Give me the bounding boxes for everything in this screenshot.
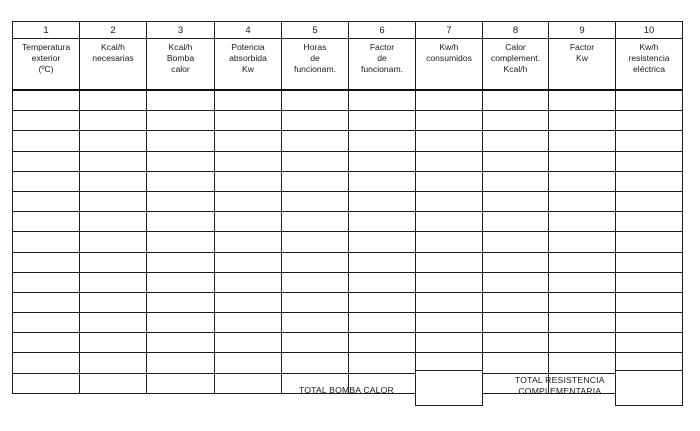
- column-header-3: [147, 39, 215, 91]
- column-header-row: [13, 39, 683, 91]
- table-cell[interactable]: [80, 313, 147, 333]
- total-bomba-calor-label: TOTAL BOMBA CALOR: [299, 385, 394, 395]
- table-cell[interactable]: [282, 151, 349, 171]
- table-cell[interactable]: [616, 313, 683, 333]
- table-cell[interactable]: [483, 232, 549, 252]
- table-cell[interactable]: [282, 353, 349, 373]
- table-cell[interactable]: [215, 292, 282, 312]
- table-cell[interactable]: [13, 252, 80, 272]
- table-cell[interactable]: [215, 151, 282, 171]
- table-cell[interactable]: [349, 232, 416, 252]
- table-cell[interactable]: [147, 333, 215, 353]
- table-cell[interactable]: [616, 272, 683, 292]
- table-cell[interactable]: [80, 353, 147, 373]
- table-cell[interactable]: [282, 212, 349, 232]
- table-cell[interactable]: [147, 272, 215, 292]
- table-cell[interactable]: [215, 313, 282, 333]
- table-cell[interactable]: [13, 151, 80, 171]
- column-header-6-line-2: de: [377, 53, 387, 63]
- table-cell[interactable]: [80, 272, 147, 292]
- table-cell[interactable]: [349, 171, 416, 191]
- table-cell[interactable]: [616, 212, 683, 232]
- table-cell[interactable]: [13, 171, 80, 191]
- table-row: [13, 191, 683, 211]
- column-header-6-line-1: Factor: [369, 42, 395, 52]
- column-number-4: 4: [215, 22, 282, 39]
- table-cell[interactable]: [349, 191, 416, 211]
- column-header-8: [483, 39, 549, 91]
- column-number-9: 9: [549, 22, 616, 39]
- table-cell[interactable]: [80, 212, 147, 232]
- table-cell[interactable]: [215, 111, 282, 131]
- table-cell[interactable]: [549, 151, 616, 171]
- table-cell[interactable]: [549, 272, 616, 292]
- table-cell[interactable]: [549, 232, 616, 252]
- table-cell[interactable]: [416, 111, 483, 131]
- table-row: [13, 90, 683, 111]
- table-cell[interactable]: [549, 111, 616, 131]
- table-cell[interactable]: [282, 171, 349, 191]
- table-cell[interactable]: [215, 90, 282, 111]
- table-row: [13, 252, 683, 272]
- table-cell[interactable]: [349, 151, 416, 171]
- table-cell[interactable]: [349, 90, 416, 111]
- table-cell[interactable]: [349, 111, 416, 131]
- total-resistencia-box[interactable]: [615, 370, 683, 406]
- table-row: [13, 272, 683, 292]
- table-cell[interactable]: [282, 90, 349, 111]
- column-header-1: [13, 39, 80, 91]
- table-cell[interactable]: [483, 151, 549, 171]
- column-number-10: 10: [616, 22, 683, 39]
- column-number-3: 3: [147, 22, 215, 39]
- table-cell[interactable]: [416, 313, 483, 333]
- column-header-6: [349, 39, 416, 91]
- table-cell[interactable]: [13, 333, 80, 353]
- table-cell[interactable]: [349, 292, 416, 312]
- table-cell[interactable]: [616, 252, 683, 272]
- table-cell[interactable]: [549, 191, 616, 211]
- table-cell[interactable]: [147, 191, 215, 211]
- table-cell[interactable]: [483, 131, 549, 151]
- column-header-8-line-1: Calor: [505, 42, 526, 52]
- table-cell[interactable]: [282, 111, 349, 131]
- table-row: [13, 151, 683, 171]
- column-number-5: 5: [282, 22, 349, 39]
- table-cell[interactable]: [616, 333, 683, 353]
- table-cell[interactable]: [80, 111, 147, 131]
- table-cell[interactable]: [549, 353, 616, 373]
- table-row: [13, 111, 683, 131]
- table-cell[interactable]: [282, 232, 349, 252]
- column-number-8: 8: [483, 22, 549, 39]
- table-cell[interactable]: [147, 111, 215, 131]
- table-cell[interactable]: [80, 232, 147, 252]
- table-cell[interactable]: [549, 131, 616, 151]
- table-cell[interactable]: [349, 333, 416, 353]
- table-row: [13, 232, 683, 252]
- table-cell[interactable]: [416, 272, 483, 292]
- table-cell[interactable]: [147, 212, 215, 232]
- column-header-3-line-1: Kcal/h: [168, 42, 193, 52]
- table-cell[interactable]: [282, 131, 349, 151]
- table-cell[interactable]: [147, 151, 215, 171]
- column-header-5: [282, 39, 349, 91]
- table-cell[interactable]: [147, 353, 215, 373]
- table-cell[interactable]: [416, 292, 483, 312]
- column-header-7-line-2: consumidos: [426, 53, 472, 63]
- column-header-9-line-2: Kw: [576, 53, 588, 63]
- table-cell[interactable]: [349, 272, 416, 292]
- column-header-4-line-2: absorbida: [229, 53, 267, 63]
- table-cell[interactable]: [416, 252, 483, 272]
- table-cell[interactable]: [215, 252, 282, 272]
- table-cell[interactable]: [215, 272, 282, 292]
- table-cell[interactable]: [416, 232, 483, 252]
- table-cell[interactable]: [282, 252, 349, 272]
- table-cell[interactable]: [13, 292, 80, 312]
- table-cell[interactable]: [13, 191, 80, 211]
- table-row: [13, 131, 683, 151]
- table-cell[interactable]: [147, 292, 215, 312]
- table-row: [13, 212, 683, 232]
- table-cell[interactable]: [13, 313, 80, 333]
- column-header-2-line-1: Kcal/h: [101, 42, 125, 52]
- table-cell[interactable]: [13, 212, 80, 232]
- table-cell[interactable]: [215, 131, 282, 151]
- column-header-3-line-3: calor: [171, 64, 190, 74]
- table-cell[interactable]: [616, 151, 683, 171]
- table-cell[interactable]: [282, 333, 349, 353]
- table-cell[interactable]: [549, 313, 616, 333]
- table-cell[interactable]: [549, 212, 616, 232]
- column-header-1-line-2: exterior: [31, 53, 61, 63]
- column-header-5-line-3: funcionam.: [293, 64, 337, 74]
- table-cell[interactable]: [616, 131, 683, 151]
- table-cell[interactable]: [13, 353, 80, 373]
- column-header-9: [549, 39, 616, 91]
- table-cell[interactable]: [616, 232, 683, 252]
- column-header-10: [616, 39, 683, 91]
- table-cell[interactable]: [616, 191, 683, 211]
- column-header-2: [80, 39, 147, 91]
- table-cell[interactable]: [80, 191, 147, 211]
- column-header-5-line-1: Horas: [303, 42, 327, 52]
- column-number-2: 2: [80, 22, 147, 39]
- column-header-1-line-3: (ºC): [38, 64, 54, 74]
- column-number-7: 7: [416, 22, 483, 39]
- table-cell[interactable]: [13, 272, 80, 292]
- column-header-7: [416, 39, 483, 91]
- table-cell[interactable]: [282, 292, 349, 312]
- table-row: [13, 292, 683, 312]
- table-cell[interactable]: [80, 333, 147, 353]
- table-cell[interactable]: [13, 111, 80, 131]
- column-header-7-line-1: Kw/h: [439, 42, 459, 52]
- table-cell[interactable]: [215, 232, 282, 252]
- total-resistencia-label-line-2: COMPLEMENTARIA: [518, 386, 602, 396]
- table-cell[interactable]: [416, 333, 483, 353]
- table-cell[interactable]: [349, 252, 416, 272]
- table-cell[interactable]: [483, 111, 549, 131]
- table-cell[interactable]: [416, 151, 483, 171]
- table-cell[interactable]: [215, 333, 282, 353]
- table-cell[interactable]: [147, 313, 215, 333]
- table-cell[interactable]: [13, 373, 80, 393]
- table-cell[interactable]: [147, 171, 215, 191]
- table-cell[interactable]: [349, 353, 416, 373]
- table-cell[interactable]: [147, 131, 215, 151]
- column-header-4-line-3: Kw: [242, 64, 254, 74]
- table-cell[interactable]: [549, 252, 616, 272]
- table-cell[interactable]: [616, 111, 683, 131]
- table-cell[interactable]: [80, 252, 147, 272]
- total-bomba-calor-box[interactable]: [415, 370, 483, 406]
- table-cell[interactable]: [549, 333, 616, 353]
- table-cell[interactable]: [147, 232, 215, 252]
- table-cell[interactable]: [416, 171, 483, 191]
- column-header-8-line-3: Kcal/h: [503, 64, 528, 74]
- column-number-row: [13, 22, 683, 39]
- table-cell[interactable]: [483, 212, 549, 232]
- column-header-4: [215, 39, 282, 91]
- table-cell[interactable]: [349, 212, 416, 232]
- table-cell[interactable]: [215, 171, 282, 191]
- column-header-2-line-2: necesarias: [92, 53, 134, 63]
- heat-pump-calculation-table: [12, 21, 683, 394]
- table-cell[interactable]: [483, 292, 549, 312]
- table-cell[interactable]: [416, 90, 483, 111]
- table-cell[interactable]: [13, 131, 80, 151]
- table-cell[interactable]: [483, 313, 549, 333]
- table-row: [13, 353, 683, 373]
- table-cell[interactable]: [349, 131, 416, 151]
- column-header-10-line-2: resistencia: [628, 53, 670, 63]
- column-number-6: 6: [349, 22, 416, 39]
- table-cell[interactable]: [483, 90, 549, 111]
- total-resistencia-label: [515, 375, 605, 397]
- column-header-10-line-3: eléctrica: [633, 64, 665, 74]
- table-cell[interactable]: [13, 90, 80, 111]
- table-cell[interactable]: [147, 252, 215, 272]
- table-cell[interactable]: [549, 90, 616, 111]
- table-cell[interactable]: [215, 191, 282, 211]
- table-cell[interactable]: [483, 272, 549, 292]
- column-header-8-line-2: complement.: [490, 53, 541, 63]
- table-cell[interactable]: [616, 171, 683, 191]
- table-cell[interactable]: [80, 373, 147, 393]
- column-header-3-line-2: Bomba: [166, 53, 195, 63]
- table-cell[interactable]: [80, 131, 147, 151]
- table-cell[interactable]: [215, 212, 282, 232]
- table-cell[interactable]: [483, 252, 549, 272]
- table-cell[interactable]: [147, 373, 215, 393]
- table-row: [13, 171, 683, 191]
- table-cell[interactable]: [282, 272, 349, 292]
- column-header-5-line-2: de: [310, 53, 320, 63]
- column-header-10-line-1: Kw/h: [639, 42, 659, 52]
- table-cell[interactable]: [549, 171, 616, 191]
- table-cell[interactable]: [147, 90, 215, 111]
- table-cell[interactable]: [13, 232, 80, 252]
- table-cell[interactable]: [282, 313, 349, 333]
- column-header-9-line-1: Factor: [569, 42, 595, 52]
- table-cell[interactable]: [483, 191, 549, 211]
- column-header-1-line-1: Temperatura: [21, 42, 71, 52]
- column-header-4-line-1: Potencia: [231, 42, 265, 52]
- table-cell[interactable]: [483, 333, 549, 353]
- table-cell[interactable]: [80, 151, 147, 171]
- table-cell[interactable]: [215, 373, 282, 393]
- table-cell[interactable]: [80, 171, 147, 191]
- table-cell[interactable]: [549, 292, 616, 312]
- table-cell[interactable]: [80, 292, 147, 312]
- table-cell[interactable]: [483, 171, 549, 191]
- table-row: [13, 333, 683, 353]
- table-cell[interactable]: [416, 212, 483, 232]
- column-number-1: 1: [13, 22, 80, 39]
- table-row: [13, 313, 683, 333]
- table-cell[interactable]: [282, 191, 349, 211]
- table-cell[interactable]: [80, 90, 147, 111]
- table-cell[interactable]: [215, 353, 282, 373]
- table-cell[interactable]: [416, 191, 483, 211]
- table-cell[interactable]: [349, 313, 416, 333]
- table-cell[interactable]: [416, 131, 483, 151]
- table-cell[interactable]: [616, 90, 683, 111]
- total-resistencia-label-line-1: TOTAL RESISTENCIA: [515, 375, 605, 385]
- table-cell[interactable]: [483, 353, 549, 373]
- column-header-6-line-3: funcionam.: [360, 64, 404, 74]
- table-cell[interactable]: [616, 292, 683, 312]
